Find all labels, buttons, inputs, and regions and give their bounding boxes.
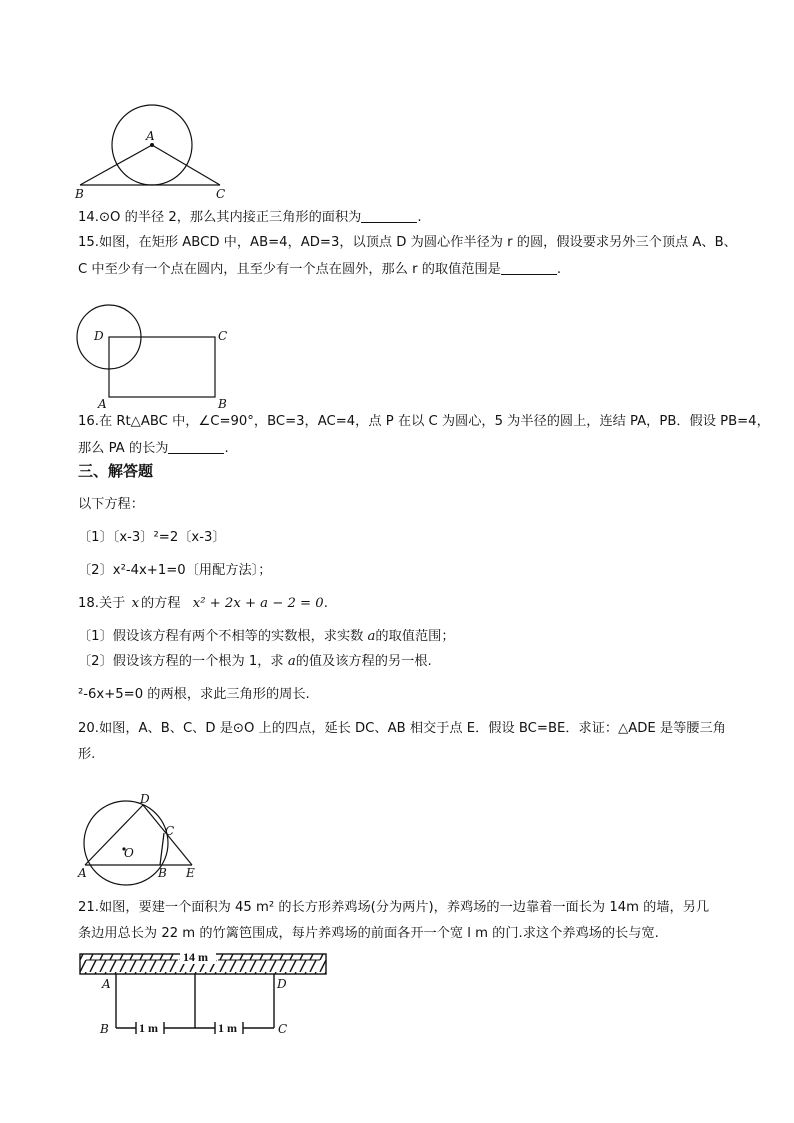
equation: x² + 2x + a − 2 = 0 xyxy=(192,596,324,611)
label-o: O xyxy=(124,846,134,860)
label-d: D xyxy=(140,792,150,806)
label-d: D xyxy=(94,329,104,343)
label-a: A xyxy=(78,866,87,880)
question-16-text: 那么 PA 的长为 xyxy=(78,441,169,456)
question-15-text: C 中至少有一个点在圆内，且至少有一个点在圆外，那么 r 的取值范围是 xyxy=(78,262,501,277)
question-18-item1 xyxy=(78,628,455,646)
label-c: C xyxy=(165,824,175,838)
question-15-end: . xyxy=(556,262,562,277)
question-16-line1: 16.在 Rt△ABC 中，∠C=90°，BC=3，AC=4，点 P 在以 C 为圆心，5 为半径的圆上，连结 PA，PB．假设 PB=4， xyxy=(78,414,770,429)
question-17-item1: 〔1〕〔x-3〕²=2〔x-3〕 xyxy=(78,530,226,545)
figure-circle-tangents xyxy=(72,100,232,200)
question-18-prefix: 18.关于 xyxy=(78,596,126,611)
figure-chicken-coop xyxy=(78,948,338,1043)
item1-post: 的取值范围； xyxy=(375,629,455,644)
var-a: a xyxy=(287,654,296,669)
question-16-end: . xyxy=(224,441,229,456)
segment-ac xyxy=(152,145,220,185)
segment-ab xyxy=(80,145,152,185)
label-c: C xyxy=(216,187,226,201)
var-a: a xyxy=(367,629,376,644)
figure-cyclic-quadrilateral xyxy=(76,792,206,885)
label-b: B xyxy=(158,866,167,880)
question-16-line2 xyxy=(78,439,229,458)
label-a: A xyxy=(146,129,155,143)
wall-length-label: 14 m xyxy=(183,950,208,964)
section-heading: 三、解答题 xyxy=(78,462,154,480)
label-e: E xyxy=(186,866,195,880)
label-c: C xyxy=(218,329,228,343)
question-18 xyxy=(78,595,328,613)
question-18-item2 xyxy=(78,653,432,671)
question-21-line2: 条边用总长为 22 m 的竹篱笆围成，每片养鸡场的前面各开一个宽 l m 的门.求这个养鸡场的长与宽. xyxy=(78,926,659,941)
door2-label: 1 m xyxy=(218,1021,237,1035)
door1-label: 1 m xyxy=(139,1021,158,1035)
question-14-end: . xyxy=(417,210,422,225)
question-20-line2: 形. xyxy=(78,747,96,762)
circle-o xyxy=(84,801,168,885)
answer-blank xyxy=(501,260,557,275)
point-a xyxy=(150,143,154,147)
label-a: A xyxy=(102,977,111,991)
question-14-text: 14.⊙O 的半径 2，那么其内接正三角形的面积为 xyxy=(78,210,362,225)
label-b: B xyxy=(75,187,84,201)
question-15-line1: 15.如图，在矩形 ABCD 中，AB=4，AD=3，以顶点 D 为圆心作半径为 r 的圆，假设要求另外三个顶点 A、B、 xyxy=(78,235,737,250)
question-15-line2 xyxy=(78,260,561,279)
var-x: x xyxy=(131,596,139,611)
answer-blank xyxy=(168,439,224,454)
question-21-line1: 21.如图，要建一个面积为 45 m² 的长方形养鸡场(分为两片)，养鸡场的一边靠着一面长为 14m 的墙，另几 xyxy=(78,900,710,915)
item2-text: 〔2〕假设该方程的一个根为 1，求 xyxy=(78,654,284,669)
question-17-item2: 〔2〕x²-4x+1=0〔用配方法〕； xyxy=(78,563,272,578)
figure-rectangle-circle xyxy=(72,310,242,410)
question-20-line1: 20.如图，A、B、C、D 是⊙O 上的四点，延长 DC、AB 相交于点 E．假设 BC=BE．求证：△ADE 是等腰三角 xyxy=(78,721,726,736)
question-17-intro: 以下方程： xyxy=(78,497,144,512)
label-b: B xyxy=(100,1022,109,1036)
question-18-mid: 的方程 xyxy=(141,596,181,611)
label-d: D xyxy=(277,977,287,991)
rectangle-abcd xyxy=(109,337,215,397)
segment-ad xyxy=(85,805,143,865)
question-19: ²-6x+5=0 的两根，求此三角形的周长. xyxy=(78,687,310,702)
label-c: C xyxy=(278,1022,288,1036)
item2-post: 的值及该方程的另一根. xyxy=(295,654,432,669)
segment-bc xyxy=(160,833,164,865)
question-18-end: . xyxy=(323,596,328,611)
label-a: A xyxy=(98,397,107,411)
label-b: B xyxy=(218,397,227,411)
answer-blank xyxy=(361,208,417,223)
question-14 xyxy=(78,208,422,227)
item1-text: 〔1〕假设该方程有两个不相等的实数根，求实数 xyxy=(78,629,364,644)
